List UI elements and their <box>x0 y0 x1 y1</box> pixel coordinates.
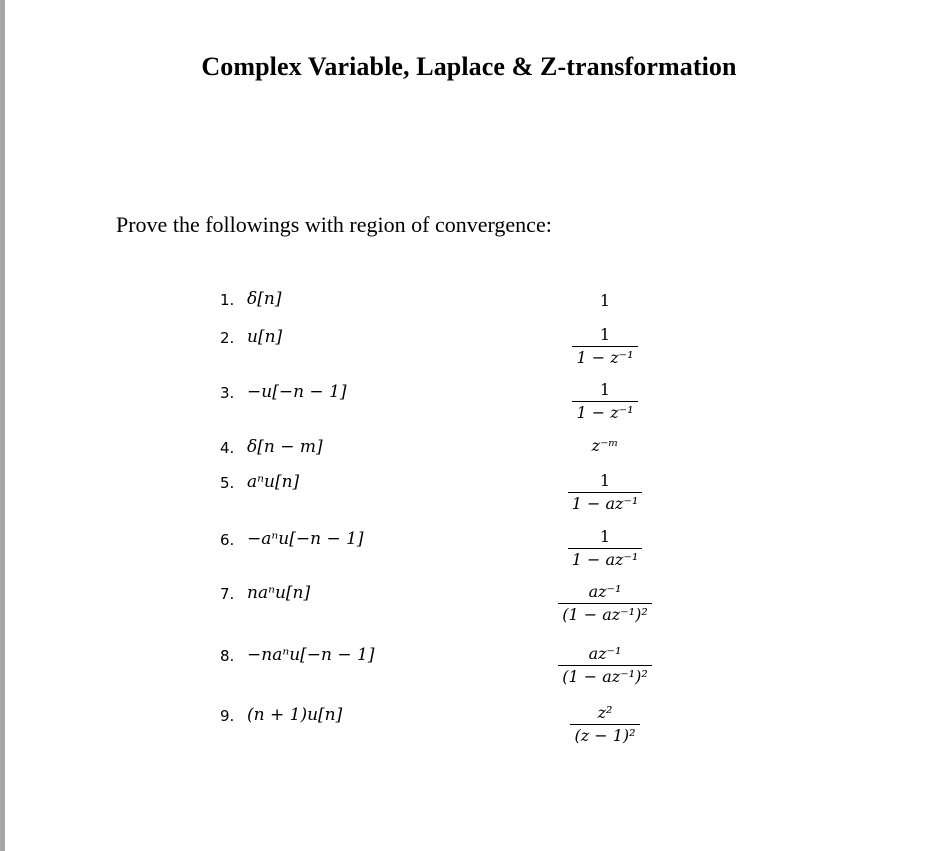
item-number: 5. <box>220 474 235 492</box>
list-item <box>0 705 938 765</box>
item-transform <box>505 528 705 569</box>
item-number: 9. <box>220 707 235 725</box>
item-expression: δ[n − m] <box>247 437 323 457</box>
transform-fraction <box>570 704 639 745</box>
page-title: Complex Variable, Laplace & Z-transformation <box>201 52 737 81</box>
list-item <box>0 583 938 643</box>
fraction-denominator: (z − 1)² <box>570 724 639 745</box>
transform-fraction <box>558 645 651 686</box>
fraction-numerator: 1 <box>599 380 611 399</box>
item-number: 8. <box>220 647 235 665</box>
transform-fraction <box>568 528 643 569</box>
item-transform <box>505 326 705 367</box>
item-expression: −u[−n − 1] <box>247 382 347 402</box>
item-number: 6. <box>220 531 235 549</box>
item-number: 2. <box>220 329 235 347</box>
item-expression: aⁿu[n] <box>247 472 300 492</box>
fraction-numerator: 1 <box>599 471 611 490</box>
fraction-denominator: 1 − z⁻¹ <box>572 401 637 422</box>
fraction-numerator: az⁻¹ <box>588 582 622 601</box>
transform-value: z⁻ᵐ <box>591 436 619 455</box>
item-expression: −aⁿu[−n − 1] <box>247 529 364 549</box>
item-number: 3. <box>220 384 235 402</box>
fraction-denominator: (1 − az⁻¹)² <box>558 603 651 624</box>
item-expression: u[n] <box>247 327 283 347</box>
item-transform <box>505 472 705 513</box>
item-transform <box>505 436 705 455</box>
fraction-numerator: 1 <box>599 325 611 344</box>
item-expression: naⁿu[n] <box>247 583 311 603</box>
fraction-denominator: 1 − az⁻¹ <box>568 548 643 569</box>
item-transform <box>505 583 705 624</box>
fraction-numerator: az⁻¹ <box>588 644 622 663</box>
item-transform <box>505 291 705 310</box>
instruction-text: Prove the followings with region of convergence: <box>116 212 552 237</box>
item-number: 1. <box>220 291 235 309</box>
item-number: 7. <box>220 585 235 603</box>
list-item <box>0 472 938 532</box>
list-item <box>0 645 938 705</box>
item-transform <box>505 645 705 686</box>
fraction-numerator: z² <box>597 703 613 722</box>
transform-fraction <box>558 583 651 624</box>
fraction-numerator: 1 <box>599 527 611 546</box>
item-transform <box>505 381 705 422</box>
transform-fraction <box>572 381 637 422</box>
item-expression: (n + 1)u[n] <box>247 705 343 725</box>
fraction-denominator: 1 − z⁻¹ <box>572 346 637 367</box>
list-item <box>0 382 938 442</box>
fraction-denominator: (1 − az⁻¹)² <box>558 665 651 686</box>
item-expression: δ[n] <box>247 289 282 309</box>
transform-value: 1 <box>599 291 611 310</box>
item-number: 4. <box>220 439 235 457</box>
list-item <box>0 529 938 589</box>
fraction-denominator: 1 − az⁻¹ <box>568 492 643 513</box>
item-transform <box>505 704 705 745</box>
list-item <box>0 327 938 387</box>
transform-fraction <box>572 326 637 367</box>
item-expression: −naⁿu[−n − 1] <box>247 645 375 665</box>
transform-fraction <box>568 472 643 513</box>
